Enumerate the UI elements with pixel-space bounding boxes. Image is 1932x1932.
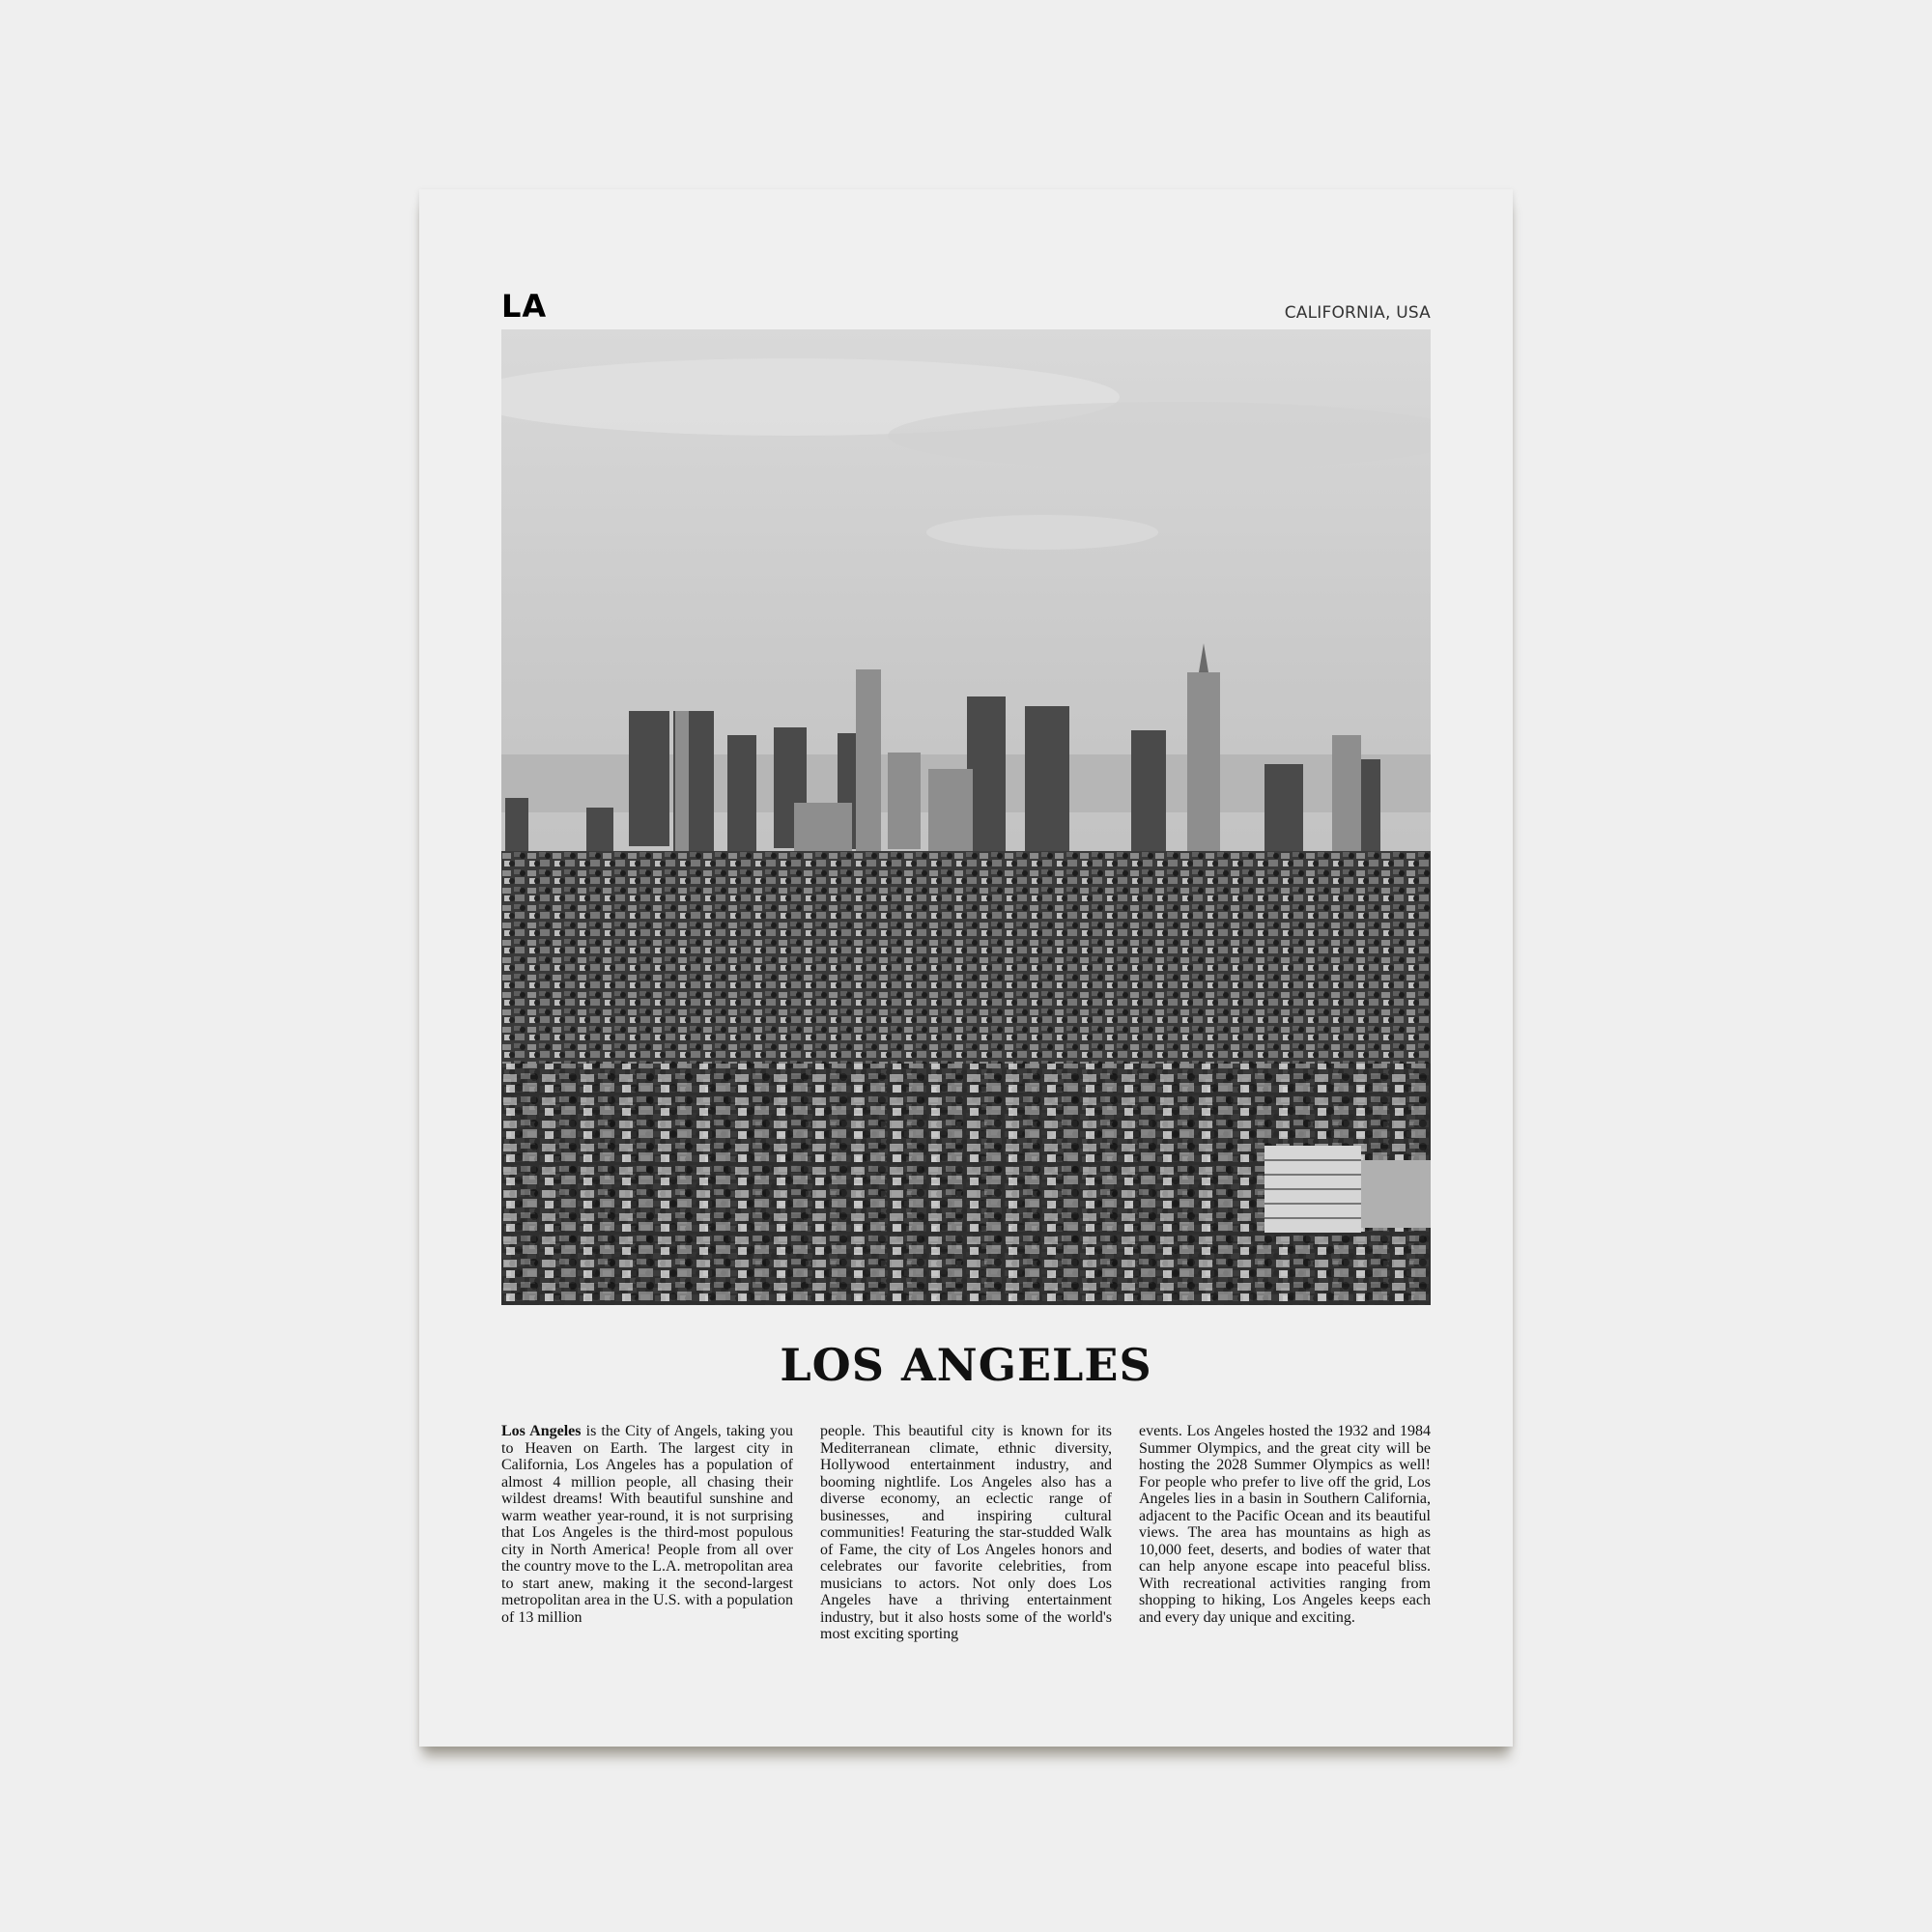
poster-short-name: LA — [501, 288, 548, 325]
description-column-1 — [501, 1423, 793, 1643]
description-column-3: events. Los Angeles hosted the 1932 and 1984 Summer Olympics, and the great city will be hosting the 2028 Summer Olympics as well! For people who prefer to live off the grid, Los Angeles lies in a basin in Southern California, adjacent to the Pacific Ocean and its beautiful views. The area has mountains as high as 10,000 feet, deserts, and bodies of water that can help anyone escape into peaceful bliss. With recreational activities ranging from shopping to hiking, Los Angeles keeps each and every day unique and exciting. — [1139, 1423, 1431, 1626]
poster-region: CALIFORNIA, USA — [1284, 303, 1431, 323]
description-column-2: people. This beautiful city is known for its Mediterranean climate, ethnic diversity, Hollywood entertainment industry, and booming nightlife. Los Angeles also has a diverse economy, an eclectic range of businesses, and inspiring cultural communities! Featuring the star-studded Walk of Fame, the city of Los Angeles honors and celebrates our favorite celebrities, from musicians to actors. Not only does Los Angeles have a thriving entertainment industry, but it also hosts some of the world's most exciting sporting — [820, 1423, 1112, 1642]
poster-title: LOS ANGELES — [780, 1339, 1152, 1391]
skyline-photo — [501, 329, 1431, 1305]
description-columns — [501, 1423, 1431, 1643]
column-1-text: is the City of Angels, taking you to Heaven on Earth. The largest city in California, Los Angeles has a population of almost 4 million people, all chasing their wildest dreams! With beautiful sunshine and warm weather year-round, it is not surprising that Los Angeles is the third-most populous city in North America! People from all over the country move to the L.A. metropolitan area to start anew, making it the second-largest metropolitan area in the U.S. with a population of 13 million — [501, 1423, 794, 1626]
poster — [419, 189, 1513, 1747]
skyline-illustration — [501, 329, 1431, 1305]
intro-bold: Los Angeles — [501, 1423, 582, 1439]
